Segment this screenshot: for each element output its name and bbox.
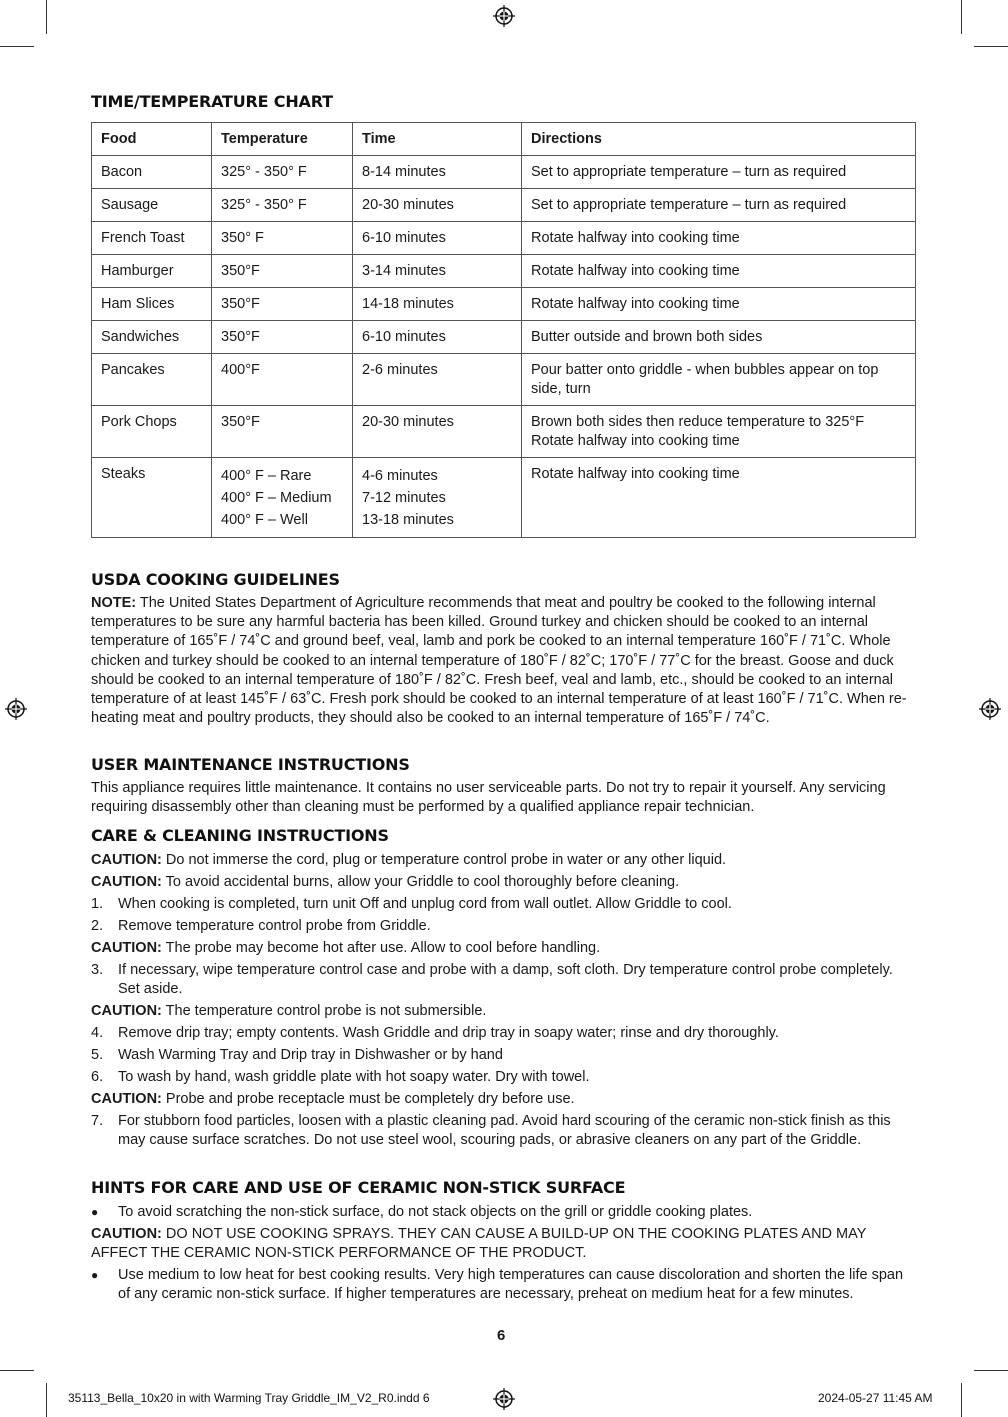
time-temperature-table (91, 122, 916, 538)
table-row (92, 255, 916, 288)
caution-line (91, 873, 919, 892)
caution-line (91, 851, 919, 870)
caution-label: CAUTION: (91, 1091, 162, 1107)
caution-text: The temperature control probe is not submersible. (161, 1003, 487, 1019)
registration-mark-icon (979, 698, 1001, 720)
caution-text: Probe and probe receptacle must be completely dry before use. (161, 1091, 575, 1107)
crop-mark (46, 0, 47, 34)
step-number: 7. (91, 1113, 104, 1129)
table-cell: 350°F (212, 255, 353, 288)
table-cell: Pork Chops (92, 406, 212, 458)
table-cell: 20-30 minutes (353, 406, 522, 458)
table-cell: Rotate halfway into cooking time (522, 458, 916, 538)
table-cell: Rotate halfway into cooking time (522, 288, 916, 321)
table-cell: French Toast (92, 222, 212, 255)
table-row (92, 458, 916, 538)
column-header: Directions (522, 123, 916, 156)
caution-text: The probe may become hot after use. Allow to cool before handling. (161, 940, 601, 956)
file-slug: 35113_Bella_10x20 in with Warming Tray Griddle_IM_V2_R0.indd 6 (68, 1391, 430, 1405)
table-cell: 3-14 minutes (353, 255, 522, 288)
table-header-row (92, 123, 916, 156)
table-cell: Butter outside and brown both sides (522, 321, 916, 354)
steak-time: 13-18 minutes (362, 512, 454, 528)
table-cell: 325° - 350° F (212, 156, 353, 189)
bullet-icon: ● (91, 1205, 99, 1219)
step-number: 2. (91, 918, 104, 934)
step-text: Remove drip tray; empty contents. Wash Griddle and drip tray in soapy water; rinse and dry thoroughly. (118, 1025, 779, 1041)
caution-text: DO NOT USE COOKING SPRAYS. THEY CAN CAUSE A BUILD-UP ON THE COOKING PLATES AND MAY AFFECT THE CERAMIC NON-STICK PERFORMANCE OF THE PRODUCT. (91, 1226, 867, 1262)
section-heading-care-cleaning: CARE & CLEANING INSTRUCTIONS (91, 826, 389, 845)
caution-line (91, 1002, 919, 1021)
section-heading-maintenance: USER MAINTENANCE INSTRUCTIONS (91, 755, 410, 774)
table-row (92, 321, 916, 354)
table-row (92, 288, 916, 321)
bullet-icon: ● (91, 1268, 99, 1282)
column-header: Food (92, 123, 212, 156)
step-text: Wash Warming Tray and Drip tray in Dishwasher or by hand (118, 1047, 503, 1063)
table-cell: 6-10 minutes (353, 321, 522, 354)
table-cell: Steaks (92, 458, 212, 538)
table-cell: 14-18 minutes (353, 288, 522, 321)
step-number: 1. (91, 896, 104, 912)
step-text: For stubborn food particles, loosen with a plastic cleaning pad. Avoid hard scouring of the ceramic non-stick finish as this may cause surface scratches. Do not use steel wool, scouring pads, or abrasive cleaners on any part of the Griddle. (118, 1113, 891, 1149)
table-row (92, 156, 916, 189)
step-number: 5. (91, 1047, 104, 1063)
date-slug: 2024-05-27 11:45 AM (818, 1391, 933, 1405)
caution-label: CAUTION: (91, 940, 162, 956)
steak-temp: 400° F – Medium (221, 490, 332, 506)
crop-mark (46, 1383, 47, 1417)
section-heading-usda: USDA COOKING GUIDELINES (91, 570, 340, 589)
caution-label: CAUTION: (91, 874, 162, 890)
table-cell: Pour batter onto griddle - when bubbles appear on top side, turn (522, 354, 916, 406)
step-text: To wash by hand, wash griddle plate with hot soapy water. Dry with towel. (118, 1069, 590, 1085)
registration-mark-icon (5, 698, 27, 720)
caution-line (91, 1090, 919, 1109)
usda-paragraph (91, 594, 919, 728)
page-number: 6 (497, 1327, 506, 1344)
table-cell: Rotate halfway into cooking time (522, 255, 916, 288)
caution-text: To avoid accidental burns, allow your Griddle to cool thoroughly before cleaning. (161, 874, 680, 890)
table-cell: Brown both sides then reduce temperature to 325°F Rotate halfway into cooking time (522, 406, 916, 458)
caution-line (91, 1225, 919, 1263)
table-cell: 350° F (212, 222, 353, 255)
registration-mark-icon (493, 1388, 515, 1410)
table-cell: Set to appropriate temperature – turn as required (522, 189, 916, 222)
caution-text: Do not immerse the cord, plug or temperature control probe in water or any other liquid. (161, 852, 727, 868)
caution-label: CAUTION: (91, 1226, 162, 1242)
note-label: NOTE: (91, 595, 137, 611)
hint-text: Use medium to low heat for best cooking results. Very high temperatures can cause discoloration and shorten the life span of any ceramic non-stick surface. If higher temperatures are necessary, preheat on medium heat for a few minutes. (118, 1267, 904, 1303)
step-number: 6. (91, 1069, 104, 1085)
table-cell (353, 458, 522, 538)
step-text: Remove temperature control probe from Griddle. (118, 918, 431, 934)
crop-mark (974, 46, 1008, 47)
column-header: Time (353, 123, 522, 156)
table-cell: 350°F (212, 288, 353, 321)
table-row (92, 189, 916, 222)
step-text: If necessary, wipe temperature control case and probe with a damp, soft cloth. Dry temperature control probe completely. Set aside. (118, 962, 893, 998)
steak-time: 4-6 minutes (362, 468, 438, 484)
crop-mark (961, 1383, 962, 1417)
table-row (92, 222, 916, 255)
table-cell: Set to appropriate temperature – turn as required (522, 156, 916, 189)
note-text: The United States Department of Agriculture recommends that meat and poultry be cooked to the following internal temperatures to be sure any harmful bacteria has been killed. Ground turkey and chicken should be cooked to an internal temperature of 165˚F / 74˚C and ground beef, veal, lamb and pork be cooked to an internal temperature 160˚F / 71˚C. Whole chicken and turkey should be cooked to an internal temperature of 180˚F / 82˚C; 170˚F / 77˚C for the breast. Goose and duck should be cooked to an internal temperature of 180˚F / 82˚C. Fresh beef, veal and lamb, etc., should be cooked to an internal temperature of at least 145˚F / 63˚C. Fresh pork should be cooked to an internal temperature of at least 160˚F / 71˚C. When re-heating meat and poultry products, they should also be cooked to an internal temperature of 165˚F / 74˚C. (91, 595, 907, 727)
steak-time: 7-12 minutes (362, 490, 446, 506)
crop-mark (0, 1370, 34, 1371)
crop-mark (961, 0, 962, 34)
table-cell: 325° - 350° F (212, 189, 353, 222)
steak-temp: 400° F – Rare (221, 468, 312, 484)
table-cell: Rotate halfway into cooking time (522, 222, 916, 255)
hint-text: To avoid scratching the non-stick surface, do not stack objects on the grill or griddle cooking plates. (118, 1204, 753, 1220)
table-cell: Ham Slices (92, 288, 212, 321)
table-cell: Sandwiches (92, 321, 212, 354)
table-cell (212, 458, 353, 538)
crop-mark (0, 46, 34, 47)
section-heading-hints: HINTS FOR CARE AND USE OF CERAMIC NON-STICK SURFACE (91, 1178, 626, 1197)
column-header: Temperature (212, 123, 353, 156)
steak-temp: 400° F – Well (221, 512, 308, 528)
table-cell: 20-30 minutes (353, 189, 522, 222)
maintenance-paragraph: This appliance requires little maintenance. It contains no user serviceable parts. Do not try to repair it yourself. Any servicing requiring disassembly other than cleaning must be performed by a qualified appliance repair technician. (91, 780, 886, 816)
table-row (92, 354, 916, 406)
table-cell: Hamburger (92, 255, 212, 288)
table-cell: 350°F (212, 406, 353, 458)
table-cell: 2-6 minutes (353, 354, 522, 406)
caution-label: CAUTION: (91, 1003, 162, 1019)
table-cell: Bacon (92, 156, 212, 189)
table-row (92, 406, 916, 458)
step-number: 3. (91, 962, 104, 978)
step-number: 4. (91, 1025, 104, 1041)
registration-mark-icon (493, 5, 515, 27)
caution-line (91, 939, 919, 958)
crop-mark (974, 1370, 1008, 1371)
table-cell: 400°F (212, 354, 353, 406)
table-cell: Sausage (92, 189, 212, 222)
table-cell: 350°F (212, 321, 353, 354)
caution-label: CAUTION: (91, 852, 162, 868)
table-cell: 8-14 minutes (353, 156, 522, 189)
step-text: When cooking is completed, turn unit Off and unplug cord from wall outlet. Allow Griddle to cool. (118, 896, 732, 912)
section-heading-time-temperature: TIME/TEMPERATURE CHART (91, 92, 333, 111)
table-cell: Pancakes (92, 354, 212, 406)
table-cell: 6-10 minutes (353, 222, 522, 255)
